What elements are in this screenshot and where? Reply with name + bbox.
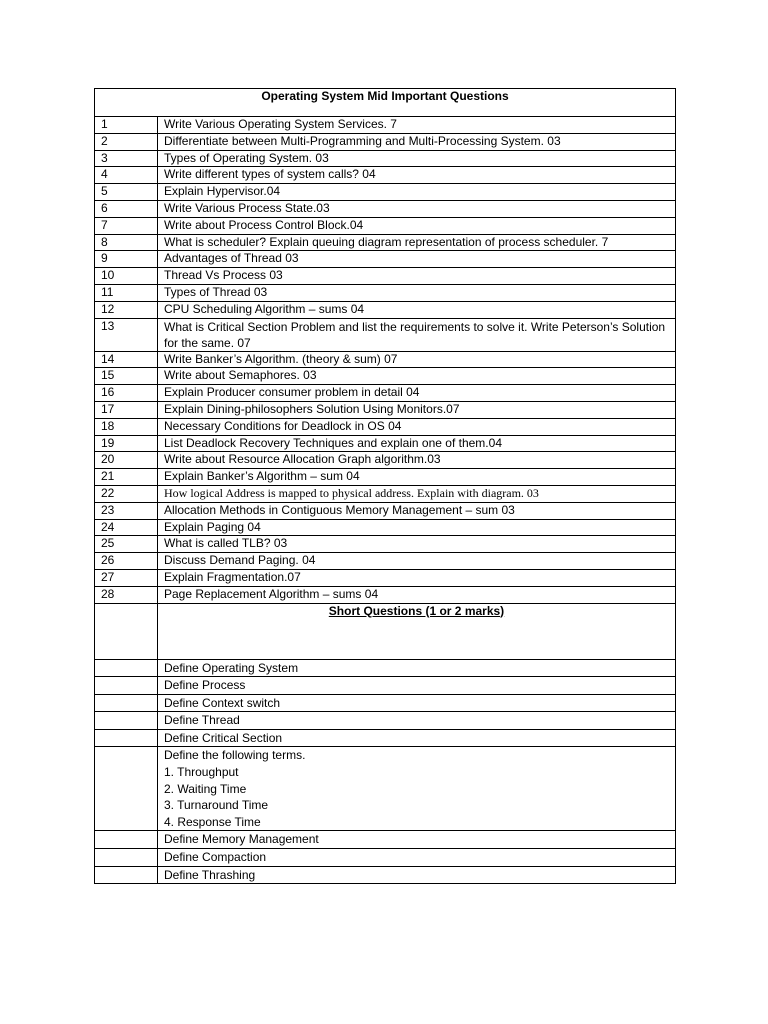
question-number: 13 bbox=[95, 318, 158, 351]
question-number: 4 bbox=[95, 167, 158, 184]
short-question-text bbox=[158, 849, 676, 867]
short-question-line: 1. Throughput bbox=[164, 765, 239, 780]
short-question-text bbox=[158, 712, 676, 730]
question-text: Write about Resource Allocation Graph algorithm.03 bbox=[158, 452, 676, 469]
question-row bbox=[95, 485, 676, 502]
question-text: Explain Dining-philosophers Solution Using Monitors.07 bbox=[158, 401, 676, 418]
question-row bbox=[95, 184, 676, 201]
question-text: What is Critical Section Problem and list the requirements to solve it. Write Peterson’s Solution for the same. 07 bbox=[158, 318, 676, 351]
question-number: 1 bbox=[95, 117, 158, 134]
question-text: Allocation Methods in Contiguous Memory Management – sum 03 bbox=[158, 502, 676, 519]
question-text: Write Various Operating System Services. 7 bbox=[158, 117, 676, 134]
document-page bbox=[94, 88, 675, 884]
empty-number-cell bbox=[95, 747, 158, 831]
question-row bbox=[95, 351, 676, 368]
question-text: Explain Paging 04 bbox=[158, 519, 676, 536]
question-number: 3 bbox=[95, 150, 158, 167]
question-number: 27 bbox=[95, 569, 158, 586]
question-row bbox=[95, 217, 676, 234]
question-number: 14 bbox=[95, 351, 158, 368]
empty-number-cell bbox=[95, 603, 158, 659]
question-row bbox=[95, 418, 676, 435]
question-text: Write about Process Control Block.04 bbox=[158, 217, 676, 234]
question-text: What is called TLB? 03 bbox=[158, 536, 676, 553]
question-text: Write Banker’s Algorithm. (theory & sum) 07 bbox=[158, 351, 676, 368]
short-question-row bbox=[95, 729, 676, 747]
document-title: Operating System Mid Important Questions bbox=[95, 89, 676, 117]
empty-number-cell bbox=[95, 677, 158, 695]
question-text: Discuss Demand Paging. 04 bbox=[158, 553, 676, 570]
question-row bbox=[95, 569, 676, 586]
question-number: 5 bbox=[95, 184, 158, 201]
short-question-line: 4. Response Time bbox=[164, 814, 261, 829]
question-row bbox=[95, 435, 676, 452]
empty-number-cell bbox=[95, 694, 158, 712]
question-text: Types of Thread 03 bbox=[158, 284, 676, 301]
question-text: Write different types of system calls? 04 bbox=[158, 167, 676, 184]
question-number: 15 bbox=[95, 368, 158, 385]
question-number: 7 bbox=[95, 217, 158, 234]
short-question-text bbox=[158, 677, 676, 695]
question-number: 22 bbox=[95, 485, 158, 502]
question-row bbox=[95, 234, 676, 251]
title-row bbox=[95, 89, 676, 117]
question-row bbox=[95, 318, 676, 351]
short-question-text bbox=[158, 747, 676, 831]
question-row bbox=[95, 586, 676, 603]
question-text: Thread Vs Process 03 bbox=[158, 268, 676, 285]
question-text: Explain Producer consumer problem in detail 04 bbox=[158, 385, 676, 402]
question-text: CPU Scheduling Algorithm – sums 04 bbox=[158, 301, 676, 318]
question-row bbox=[95, 469, 676, 486]
question-number: 18 bbox=[95, 418, 158, 435]
question-number: 25 bbox=[95, 536, 158, 553]
short-section-heading-cell bbox=[158, 603, 676, 659]
short-question-line: Define Compaction bbox=[164, 850, 267, 865]
question-text: Advantages of Thread 03 bbox=[158, 251, 676, 268]
short-question-row bbox=[95, 712, 676, 730]
empty-number-cell bbox=[95, 729, 158, 747]
short-question-line: Define Memory Management bbox=[164, 832, 319, 847]
question-text: Differentiate between Multi-Programming and Multi-Processing System. 03 bbox=[158, 133, 676, 150]
short-question-row bbox=[95, 677, 676, 695]
question-row bbox=[95, 133, 676, 150]
empty-number-cell bbox=[95, 866, 158, 884]
question-number: 20 bbox=[95, 452, 158, 469]
question-number: 26 bbox=[95, 553, 158, 570]
empty-number-cell bbox=[95, 659, 158, 677]
question-number: 24 bbox=[95, 519, 158, 536]
question-text: How logical Address is mapped to physical address. Explain with diagram. 03 bbox=[158, 485, 676, 502]
short-question-row bbox=[95, 831, 676, 849]
question-row bbox=[95, 301, 676, 318]
question-row bbox=[95, 401, 676, 418]
empty-number-cell bbox=[95, 849, 158, 867]
short-section-heading: Short Questions (1 or 2 marks) bbox=[328, 603, 505, 618]
question-row bbox=[95, 452, 676, 469]
question-number: 16 bbox=[95, 385, 158, 402]
short-question-row bbox=[95, 849, 676, 867]
short-section-row bbox=[95, 603, 676, 659]
question-text: Explain Fragmentation.07 bbox=[158, 569, 676, 586]
short-question-line: 3. Turnaround Time bbox=[164, 798, 269, 813]
question-row bbox=[95, 200, 676, 217]
short-question-row bbox=[95, 866, 676, 884]
question-number: 6 bbox=[95, 200, 158, 217]
question-text: Explain Banker’s Algorithm – sum 04 bbox=[158, 469, 676, 486]
question-number: 2 bbox=[95, 133, 158, 150]
question-row bbox=[95, 167, 676, 184]
question-row bbox=[95, 251, 676, 268]
question-text: Write about Semaphores. 03 bbox=[158, 368, 676, 385]
question-row bbox=[95, 519, 676, 536]
question-row bbox=[95, 368, 676, 385]
question-row bbox=[95, 117, 676, 134]
question-number: 9 bbox=[95, 251, 158, 268]
question-number: 12 bbox=[95, 301, 158, 318]
short-question-text bbox=[158, 866, 676, 884]
question-number: 28 bbox=[95, 586, 158, 603]
questions-table bbox=[94, 88, 676, 884]
short-question-text bbox=[158, 694, 676, 712]
question-number: 23 bbox=[95, 502, 158, 519]
question-text: Types of Operating System. 03 bbox=[158, 150, 676, 167]
short-question-line: Define Context switch bbox=[164, 695, 281, 710]
short-question-row bbox=[95, 659, 676, 677]
question-text: What is scheduler? Explain queuing diagram representation of process scheduler. 7 bbox=[158, 234, 676, 251]
question-number: 8 bbox=[95, 234, 158, 251]
short-question-line: 2. Waiting Time bbox=[164, 781, 247, 796]
short-question-text bbox=[158, 729, 676, 747]
question-row bbox=[95, 268, 676, 285]
question-number: 10 bbox=[95, 268, 158, 285]
question-row bbox=[95, 502, 676, 519]
question-number: 17 bbox=[95, 401, 158, 418]
question-text: List Deadlock Recovery Techniques and explain one of them.04 bbox=[158, 435, 676, 452]
short-question-line: Define Process bbox=[164, 678, 246, 693]
question-row bbox=[95, 150, 676, 167]
short-question-line: Define the following terms. bbox=[164, 748, 306, 763]
empty-number-cell bbox=[95, 831, 158, 849]
short-question-line: Define Operating System bbox=[164, 660, 299, 675]
question-number: 11 bbox=[95, 284, 158, 301]
empty-number-cell bbox=[95, 712, 158, 730]
question-row bbox=[95, 553, 676, 570]
short-question-line: Define Thrashing bbox=[164, 867, 256, 882]
question-number: 19 bbox=[95, 435, 158, 452]
question-row bbox=[95, 536, 676, 553]
short-question-row bbox=[95, 747, 676, 831]
question-number: 21 bbox=[95, 469, 158, 486]
question-text: Page Replacement Algorithm – sums 04 bbox=[158, 586, 676, 603]
short-question-line: Define Thread bbox=[164, 713, 240, 728]
short-question-row bbox=[95, 694, 676, 712]
short-question-text bbox=[158, 831, 676, 849]
question-text: Write Various Process State.03 bbox=[158, 200, 676, 217]
question-text: Explain Hypervisor.04 bbox=[158, 184, 676, 201]
question-text: Necessary Conditions for Deadlock in OS 04 bbox=[158, 418, 676, 435]
short-question-line: Define Critical Section bbox=[164, 730, 283, 745]
question-row bbox=[95, 284, 676, 301]
short-question-text bbox=[158, 659, 676, 677]
question-row bbox=[95, 385, 676, 402]
